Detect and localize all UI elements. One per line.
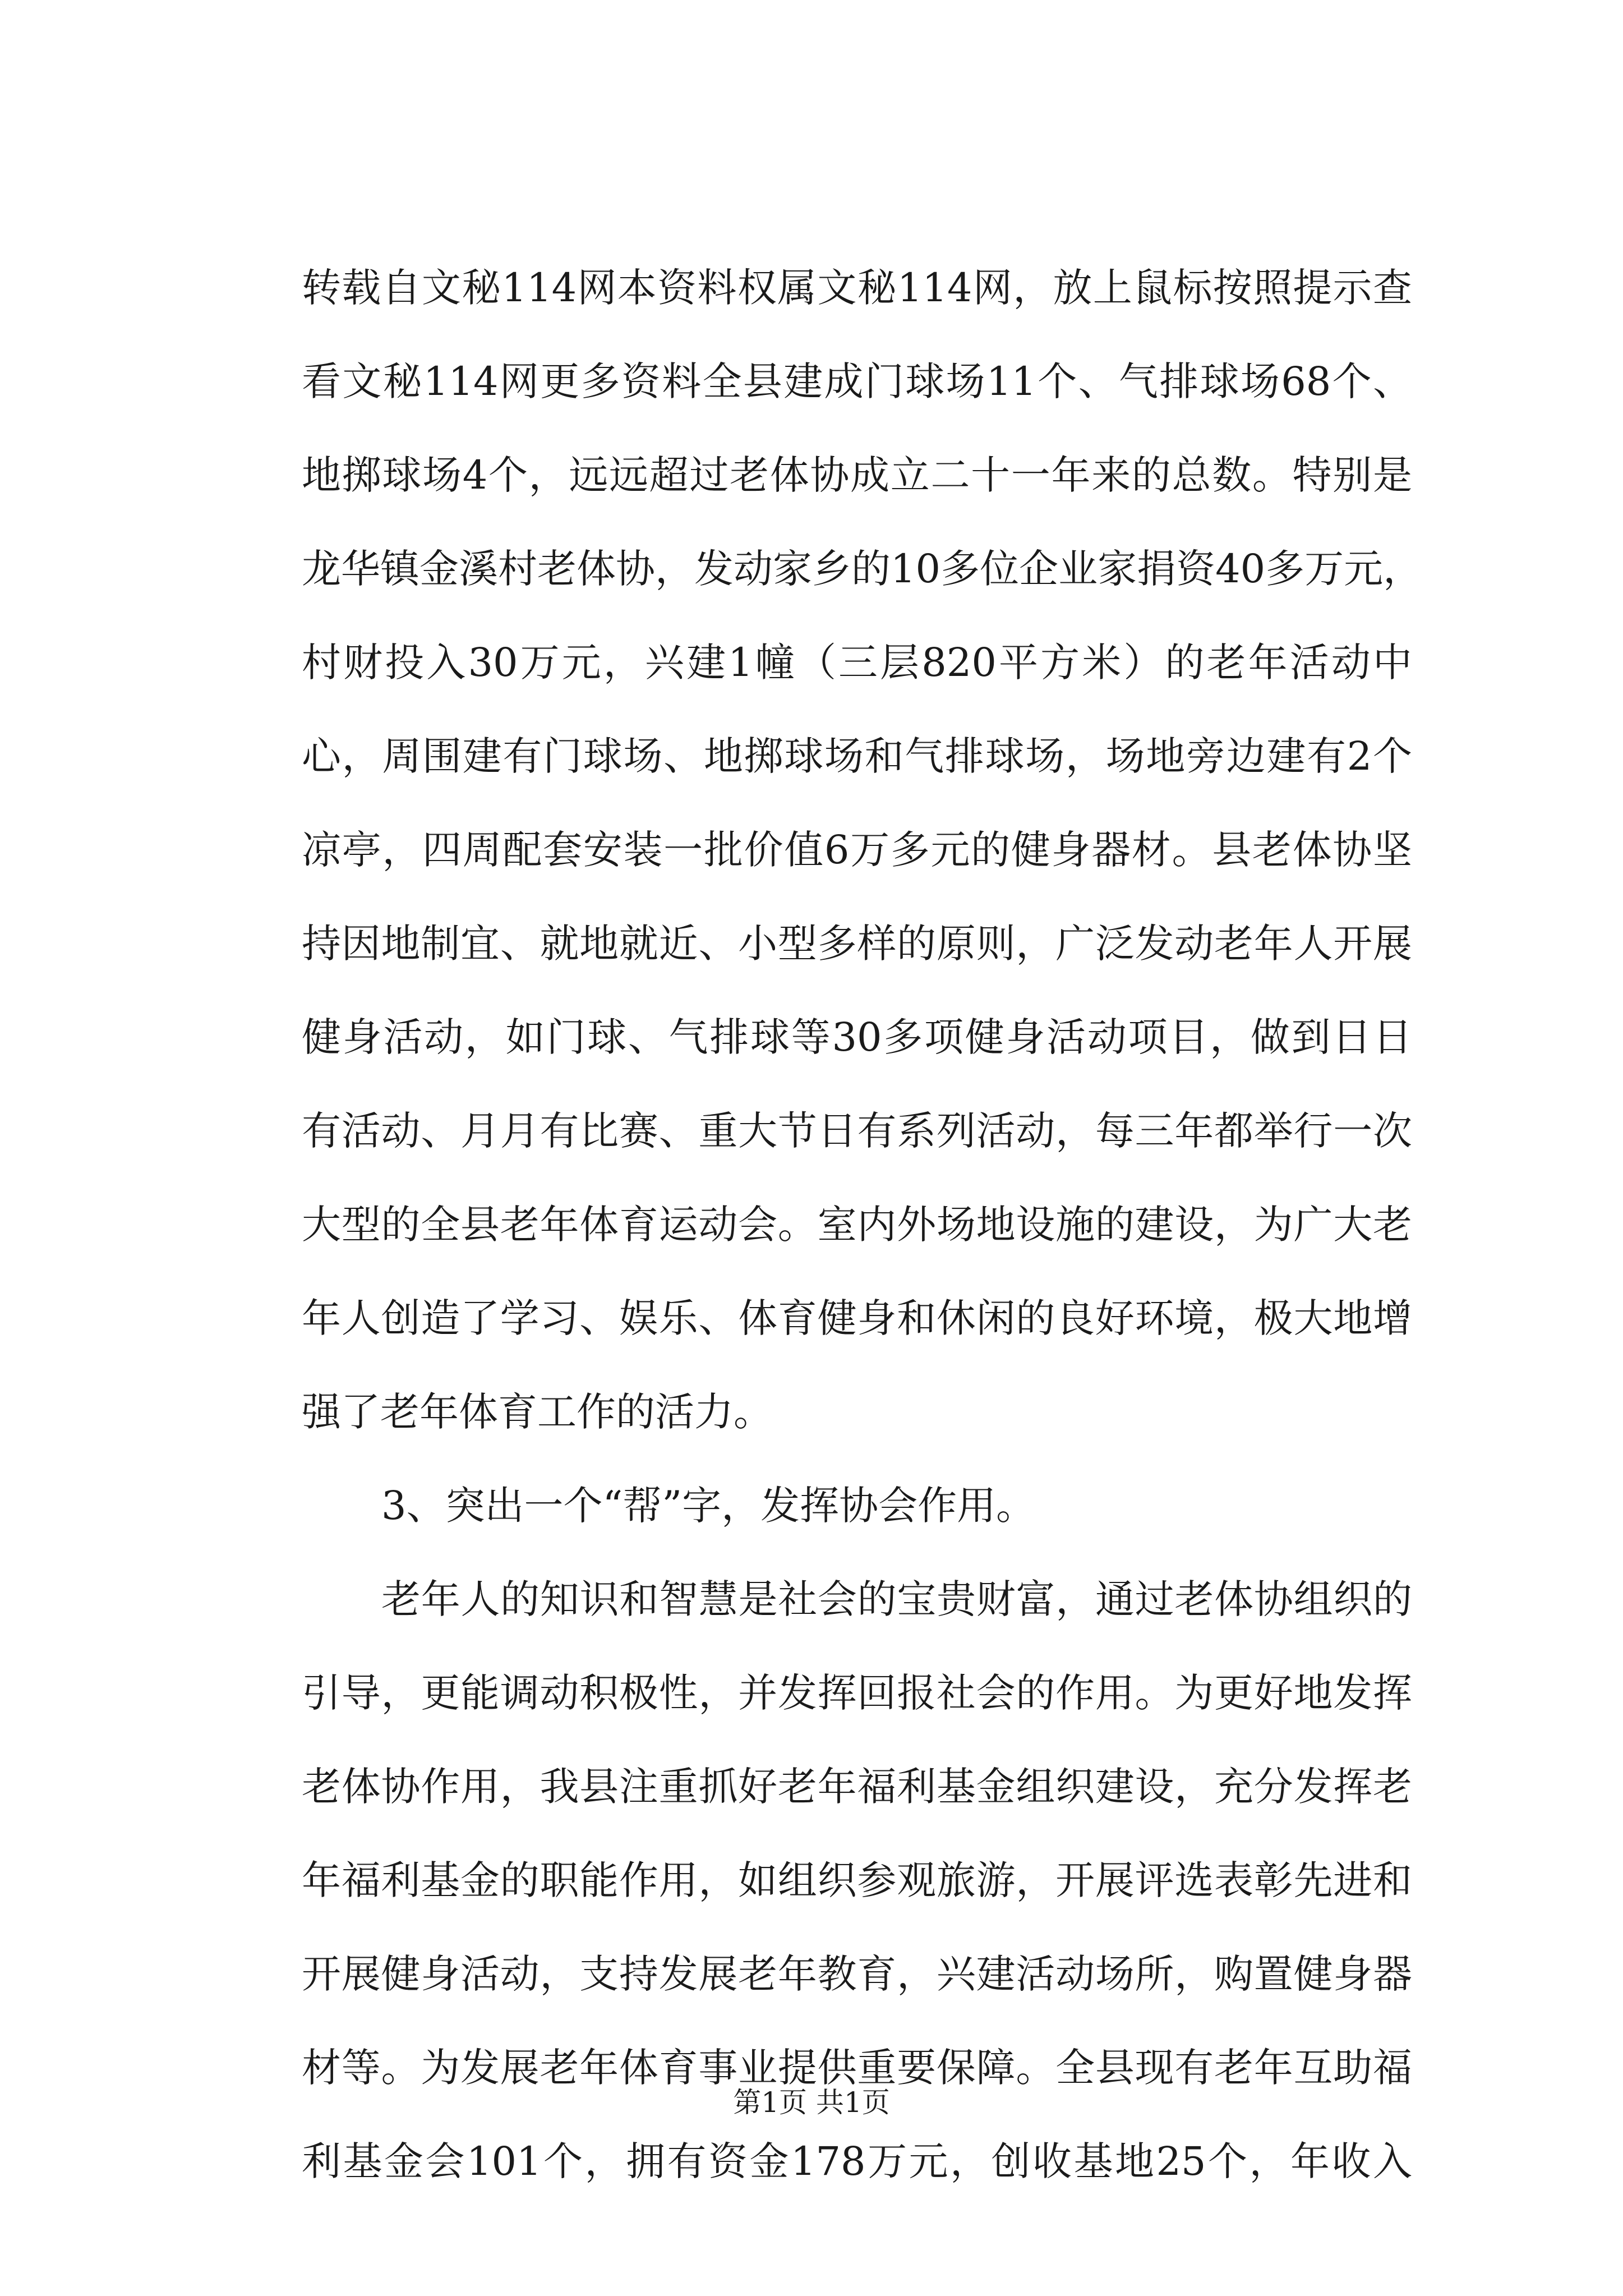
text-line-18: 年福利基金的职能作用，如组织参观旅游，开展评选表彰先进和 — [302, 1857, 1412, 1903]
text-line-13: 强了老年体育工作的活力。 — [302, 1389, 773, 1435]
text-line-19: 开展健身活动，支持发展老年教育，兴建活动场所，购置健身器 — [302, 1951, 1412, 1997]
text-line-10: 有活动、月月有比赛、重大节日有系列活动，每三年都举行一次 — [302, 1108, 1412, 1154]
text-line-7: 凉亭，四周配套安装一批价值6万多元的健身器材。县老体协坚 — [302, 827, 1412, 873]
text-line-1: 转载自文秘114网本资料权属文秘114网，放上鼠标按照提示查 — [302, 265, 1412, 311]
text-line-21: 利基金会101个，拥有资金178万元，创收基地25个，年收入 — [302, 2138, 1412, 2184]
text-line-16: 引导，更能调动积极性，并发挥回报社会的作用。为更好地发挥 — [302, 1670, 1412, 1716]
text-line-5: 村财投入30万元，兴建1幢（三层820平方米）的老年活动中 — [302, 639, 1412, 685]
text-line-17: 老体协作用，我县注重抓好老年福利基金组织建设，充分发挥老 — [302, 1764, 1412, 1810]
text-line-15: 老年人的知识和智慧是社会的宝贵财富，通过老体协组织的 — [381, 1576, 1412, 1622]
text-line-2: 看文秘114网更多资料全县建成门球场11个、气排球场68个、 — [302, 358, 1412, 404]
text-line-20: 材等。为发展老年体育事业提供重要保障。全县现有老年互助福 — [302, 2045, 1412, 2091]
text-line-9: 健身活动，如门球、气排球等30多项健身活动项目，做到日日 — [302, 1014, 1412, 1060]
text-line-11: 大型的全县老年体育运动会。室内外场地设施的建设，为广大老 — [302, 1202, 1412, 1248]
text-line-8: 持因地制宜、就地就近、小型多样的原则，广泛发动老年人开展 — [302, 921, 1412, 967]
section-heading-3: 3、突出一个“帮”字，发挥协会作用。 — [381, 1483, 1036, 1529]
text-line-6: 心，周围建有门球场、地掷球场和气排球场，场地旁边建有2个 — [302, 733, 1412, 779]
page-footer: 第1页 共1页 — [733, 2086, 890, 2119]
text-line-12: 年人创造了学习、娱乐、体育健身和休闲的良好环境，极大地增 — [302, 1295, 1412, 1341]
text-line-3: 地掷球场4个，远远超过老体协成立二十一年来的总数。特别是 — [302, 452, 1412, 498]
text-line-4: 龙华镇金溪村老体协，发动家乡的10多位企业家捐资40多万元， — [302, 546, 1423, 592]
